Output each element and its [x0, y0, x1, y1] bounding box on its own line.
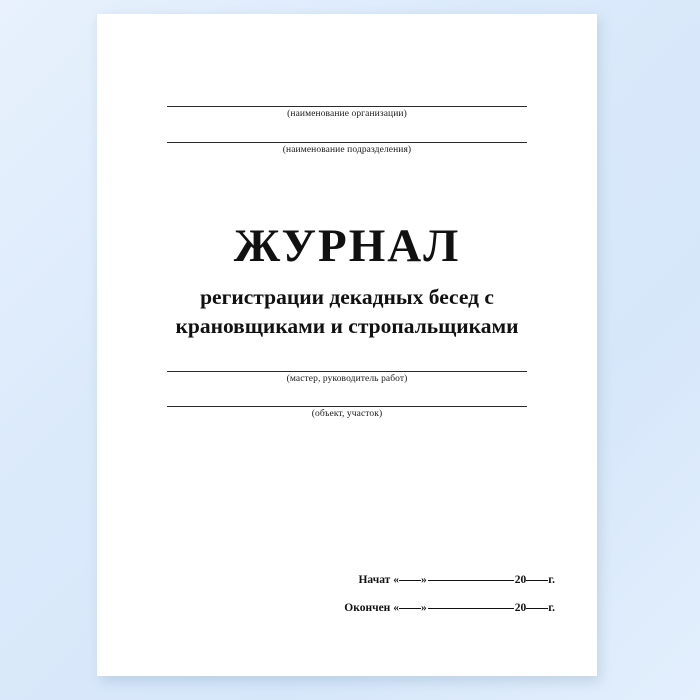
footer-block — [97, 574, 597, 630]
document-subtitle-line-2: крановщиками и стропальщиками — [175, 313, 519, 338]
document-title: ЖУРНАЛ — [233, 220, 461, 272]
title-block — [97, 222, 597, 340]
department-field[interactable] — [167, 142, 527, 155]
finished-month-blank[interactable] — [428, 608, 514, 609]
department-rule — [167, 142, 527, 143]
started-month-blank[interactable] — [428, 580, 514, 581]
document-subtitle-line-1: регистрации декадных бесед с — [200, 285, 494, 310]
finished-year-prefix: 20 — [514, 602, 527, 614]
finished-year-blank[interactable] — [526, 608, 548, 609]
started-quote-open: « — [393, 574, 399, 586]
finished-quote-open: « — [393, 602, 399, 614]
organization-field[interactable] — [167, 106, 527, 119]
finished-quote-close: » — [420, 602, 427, 614]
started-year-suffix: г. — [548, 574, 555, 586]
started-quote-close: » — [420, 574, 427, 586]
started-year-prefix: 20 — [514, 574, 527, 586]
master-rule — [167, 371, 527, 372]
master-field[interactable] — [167, 371, 527, 384]
document-content — [97, 14, 597, 676]
organization-caption: (наименование организации) — [287, 109, 407, 119]
finished-year-suffix: г. — [548, 602, 555, 614]
master-caption: (мастер, руководитель работ) — [286, 374, 408, 384]
started-label: Начат — [358, 574, 391, 586]
document-page — [97, 14, 597, 676]
started-line[interactable] — [97, 574, 597, 586]
department-caption: (наименование подразделения) — [282, 145, 412, 155]
finished-label: Окончен — [344, 602, 391, 614]
started-year-blank[interactable] — [526, 580, 548, 581]
finished-line[interactable] — [97, 602, 597, 614]
object-field[interactable] — [167, 406, 527, 419]
finished-day-blank[interactable] — [399, 608, 421, 609]
started-day-blank[interactable] — [399, 580, 421, 581]
object-caption: (объект, участок) — [311, 409, 383, 419]
organization-rule — [167, 106, 527, 107]
object-rule — [167, 406, 527, 407]
